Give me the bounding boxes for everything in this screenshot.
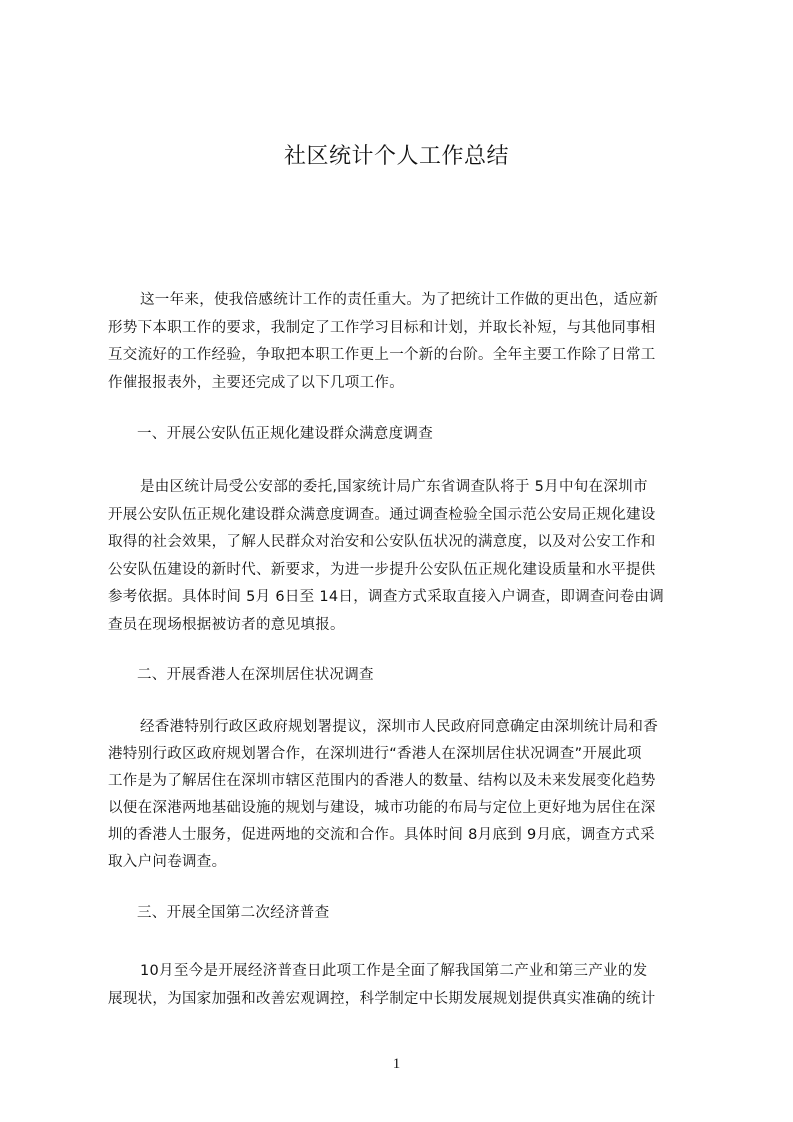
paragraph-intro-line-2: 形势下本职工作的要求，我制定了工作学习目标和计划，并取长补短，与其他同事相 (108, 320, 656, 336)
section-heading-2: 二、开展香港人在深圳居住状况调查 (137, 667, 374, 683)
paragraph-2-line-6: 取入户问卷调查。 (108, 854, 227, 870)
paragraph-1-line-1: 是由区统计局受公安部的委托,国家统计局广东省调查队将于 5月中旬在深圳市 (140, 479, 648, 495)
section-heading-1: 一、开展公安队伍正规化建设群众满意度调查 (137, 426, 433, 442)
paragraph-intro-line-1: 这一年来，使我倍感统计工作的责任重大。为了把统计工作做的更出色，适应新 (140, 292, 658, 308)
page-number: 1 (392, 1056, 401, 1072)
paragraph-2-line-5: 圳的香港人士服务，促进两地的交流和合作。具体时间 8月底到 9月底，调查方式采 (108, 827, 655, 843)
paragraph-3-line-2: 展现状，为国家加强和改善宏观调控，科学制定中长期发展规划提供真实准确的统计 (108, 991, 656, 1007)
paragraph-1-line-5: 参考依据。具体时间 5月 6日至 14日，调查方式采取直接入户调查，即调查问卷由调 (108, 589, 665, 605)
section-heading-3: 三、开展全国第二次经济普查 (137, 905, 330, 921)
paragraph-1-line-3: 取得的社会效果，了解人民群众对治安和公安队伍状况的满意度，以及对公安工作和 (108, 534, 656, 550)
paragraph-2-line-4: 以便在深港两地基础设施的规划与建设，城市功能的布局与定位上更好地为居住在深 (108, 800, 656, 816)
paragraph-1-line-6: 查员在现场根据被访者的意见填报。 (108, 617, 345, 633)
paragraph-3-line-1: 10月至今是开展经济普查日此项工作是全面了解我国第二产业和第三产业的发 (140, 963, 648, 979)
paragraph-2-line-2: 港特别行政区政府规划署合作，在深圳进行“香港人在深圳居住状况调查”开展此项 (108, 746, 642, 762)
paragraph-1-line-4: 公安队伍建设的新时代、新要求，为进一步提升公安队伍正规化建设质量和水平提供 (108, 562, 656, 578)
paragraph-intro-line-4: 作催报报表外，主要还完成了以下几项工作。 (108, 375, 404, 391)
paragraph-1-line-2: 开展公安队伍正规化建设群众满意度调查。通过调查检验全国示范公安局正规化建设 (108, 507, 656, 523)
paragraph-2-line-1: 经香港特别行政区政府规划署提议，深圳市人民政府同意确定由深圳统计局和香 (140, 719, 658, 735)
paragraph-2-line-3: 工作是为了解居住在深圳市辖区范围内的香港人的数量、结构以及未来发展变化趋势 (108, 773, 656, 789)
document-title: 社区统计个人工作总结 (283, 144, 509, 169)
paragraph-intro-line-3: 互交流好的工作经验，争取把本职工作更上一个新的台阶。全年主要工作除了日常工 (108, 347, 656, 363)
